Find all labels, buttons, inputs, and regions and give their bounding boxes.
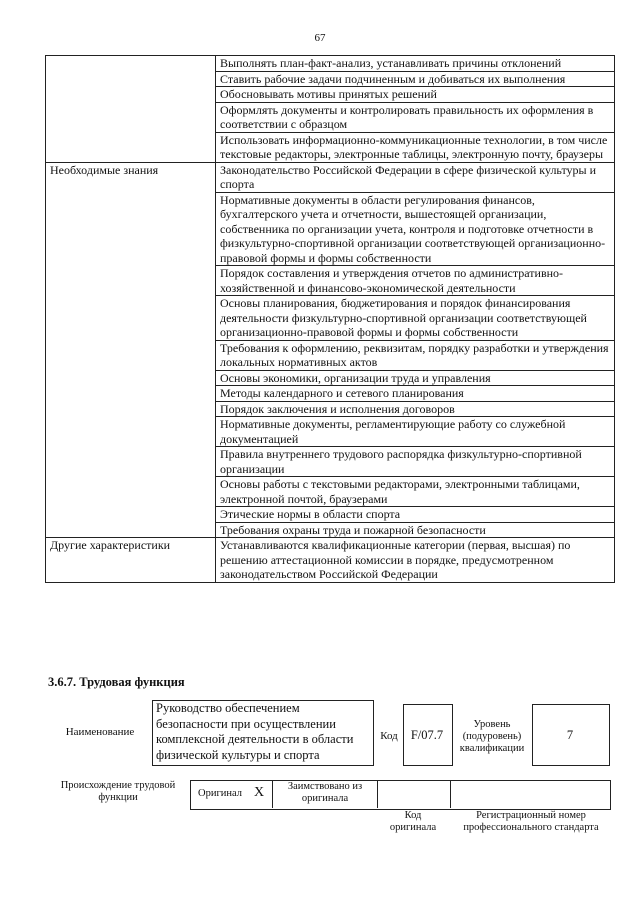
row-label: Другие характеристики <box>46 538 216 583</box>
origin-label: Происхождение трудовой функции <box>60 780 176 803</box>
requirement-text: Основы экономики, организации труда и управления <box>216 370 615 386</box>
other-row <box>46 538 615 583</box>
requirement-text: Основы планирования, бюджетирования и порядок финансирования деятельности физкультурно-спортивной организации соответствующей организационно-правовой формы и формы собственности <box>216 296 615 341</box>
requirement-text: Требования к оформлению, реквизитам, порядку разработки и утверждения локальных нормативных актов <box>216 340 615 370</box>
knowledge-row <box>46 162 615 192</box>
requirement-text: Требования охраны труда и пожарной безопасности <box>216 522 615 538</box>
code-label: Код <box>380 730 398 742</box>
requirement-text: Использовать информационно-коммуникационные технологии, в том числе текстовые редакторы, электронные таблицы, электронную почту, браузеры <box>216 132 615 162</box>
requirement-text: Порядок заключения и исполнения договоров <box>216 401 615 417</box>
requirement-text: Основы работы с текстовыми редакторами, электронными таблицами, электронной почтой, браузерами <box>216 477 615 507</box>
original-mark: X <box>253 785 265 800</box>
row-label: Необходимые знания <box>46 162 216 538</box>
regnum-caption: Регистрационный номер профессионального стандарта <box>463 810 599 833</box>
requirement-text: Нормативные документы в области регулирования финансов, бухгалтерского учета и отчетности, вышестоящей организации, собственника по организации учета, контроля и подготовке отчетности в физкультурно-спортивной организации соответствующей организационно-правовой формы и формы собственности <box>216 192 615 266</box>
requirement-text: Нормативные документы, регламентирующие работу со служебной документацией <box>216 417 615 447</box>
section-title: 3.6.7. Трудовая функция <box>48 675 185 689</box>
requirement-text: Правила внутреннего трудового распорядка физкультурно-спортивной организации <box>216 447 615 477</box>
original-label: Оригинал <box>198 788 242 799</box>
name-label: Наименование <box>65 726 135 738</box>
level-label: Уровень (подуровень) квалификации <box>459 719 525 754</box>
code-caption: Код оригинала <box>389 810 437 833</box>
level-value: 7 <box>566 728 574 742</box>
requirement-text: Обосновывать мотивы принятых решений <box>216 87 615 103</box>
requirement-text: Законодательство Российской Федерации в сфере физической культуры и спорта <box>216 162 615 192</box>
requirement-text: Методы календарного и сетевого планирования <box>216 386 615 402</box>
original-code-cell <box>377 780 451 808</box>
skill-row <box>46 56 615 72</box>
requirement-text: Ставить рабочие задачи подчиненным и добиваться их выполнения <box>216 71 615 87</box>
requirement-text: Выполнять план-факт-анализ, устанавливать причины отклонений <box>216 56 615 72</box>
code-value: F/07.7 <box>410 728 444 742</box>
requirement-text: Устанавливаются квалификационные категории (первая, высшая) по решению аттестационной комиссии в порядке, предусмотренном законодательством Российской Федерации <box>216 538 615 583</box>
borrowed-label: Заимствовано из оригинала <box>287 781 363 804</box>
requirement-text: Этические нормы в области спорта <box>216 507 615 523</box>
requirements-table <box>45 55 615 583</box>
function-name-value: Руководство обеспечением безопасности при осуществлении комплексной деятельности в области физической культуры и спорта <box>156 701 354 762</box>
requirement-text: Оформлять документы и контролировать правильность их оформления в соответствии с образцом <box>216 102 615 132</box>
row-label <box>46 56 216 163</box>
requirement-text: Порядок составления и утверждения отчетов по административно-хозяйственной и финансово-экономической деятельности <box>216 266 615 296</box>
page-number: 67 <box>314 32 326 44</box>
